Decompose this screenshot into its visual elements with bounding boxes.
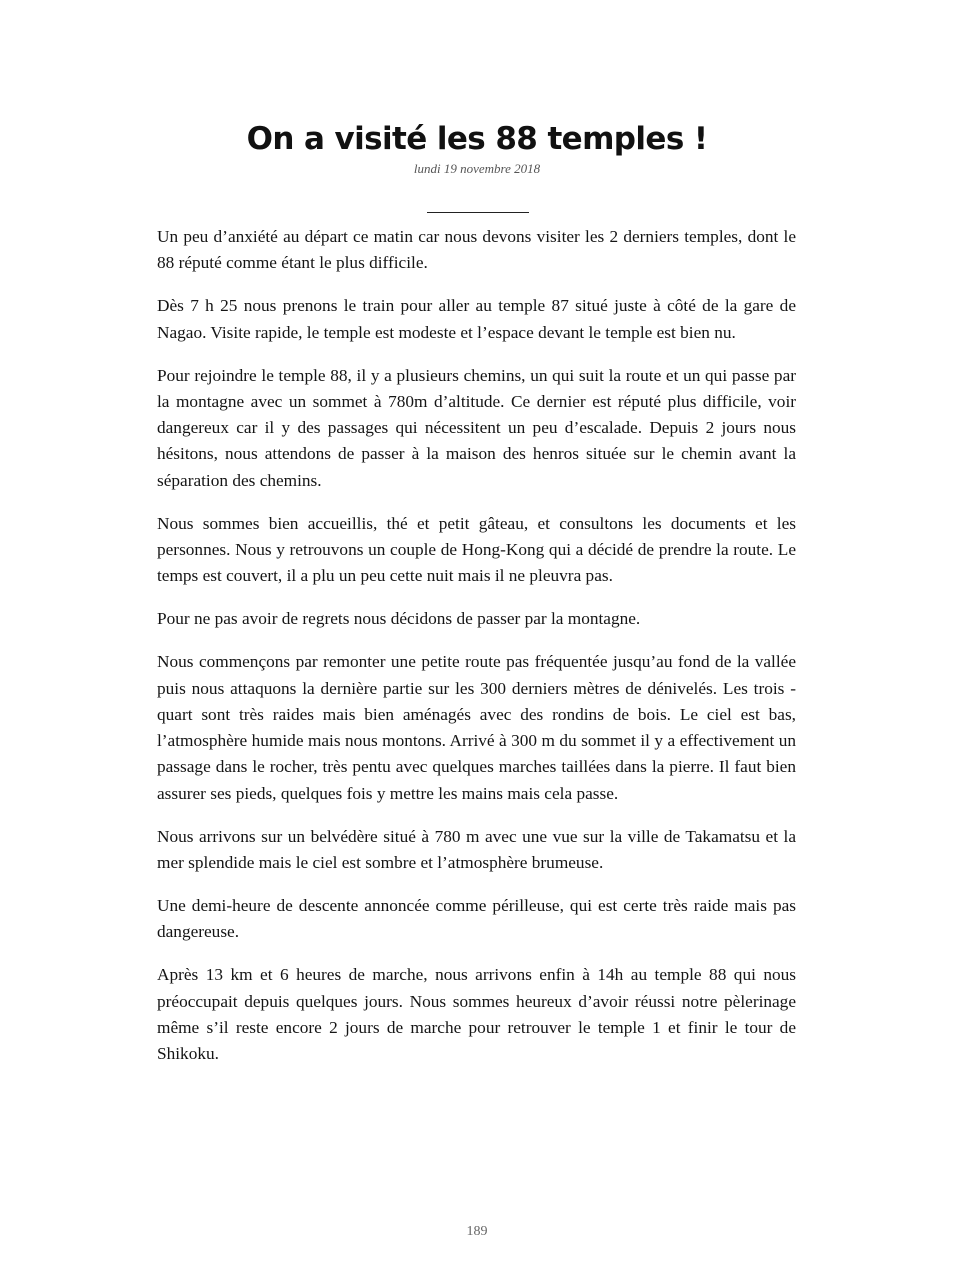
paragraph-7: Nous arrivons sur un belvédère situé à 780 m avec une vue sur la ville de Takamatsu et la mer splendide mais le ciel est sombre et l’atmosphère brumeuse. [157,826,796,873]
article-body [157,224,796,1084]
page-title: On a visité les 88 temples ! [246,121,708,157]
paragraph-2: Dès 7 h 25 nous prenons le train pour aller au temple 87 situé juste à côté de la gare de Nagao. Visite rapide, le temple est modeste et l’espace devant le temple est bien nu. [157,296,796,342]
title-separator-rule [427,212,529,213]
paragraph-6: Nous commençons par remonter une petite route pas fréquentée jusqu’au fond de la vallée puis nous attaquons la dernière partie sur les 300 derniers mètres de dénivelés. Les trois -quart sont très raides mais bien aménagés avec des rondins de bois. Le ciel est bas, l’atmosphère humide mais nous montons. Arrivé à 300 m du sommet il y a effectivement un passage dans le rocher, très pentu avec quelques marches taillées dans la pierre. Il faut bien assurer ses pieds, quelques fois y mettre les mains mais cela passe. [157,652,796,803]
paragraph-4: Nous sommes bien accueillis, thé et petit gâteau, et consultons les documents et les personnes. Nous y retrouvons un couple de Hong-Kong qui a décidé de prendre la route. Le temps est couvert, il a plu un peu cette nuit mais il ne pleuvra pas. [157,513,796,586]
paragraph-9: Après 13 km et 6 heures de marche, nous arrivons enfin à 14h au temple 88 qui nous préoccupait depuis quelques jours. Nous sommes heureux d’avoir réussi notre pèlerinage même s’il reste encore 2 jours de marche pour retrouver le temple 1 et finir le tour de Shikoku. [157,965,796,1064]
paragraph-8: Une demi-heure de descente annoncée comme périlleuse, qui est certe très raide mais pas dangereuse. [157,896,796,942]
paragraph-3: Pour rejoindre le temple 88, il y a plusieurs chemins, un qui suit la route et un qui passe par la montagne avec un sommet à 780m d’altitude. Ce dernier est réputé plus difficile, voir dangereux car il y des passages qui nécessitent un peu d’escalade. Depuis 2 jours nous hésitons, nous attendons de passer à la maison des henros située sur le chemin avant la séparation des chemins. [157,365,796,490]
page-number: 189 [466,1224,488,1239]
post-date: lundi 19 novembre 2018 [413,161,541,176]
paragraph-5: Pour ne pas avoir de regrets nous décidons de passer par la montagne. [157,609,641,629]
paragraph-1: Un peu d’anxiété au départ ce matin car nous devons visiter les 2 derniers temples, dont le 88 réputé comme étant le plus difficile. [157,227,796,273]
